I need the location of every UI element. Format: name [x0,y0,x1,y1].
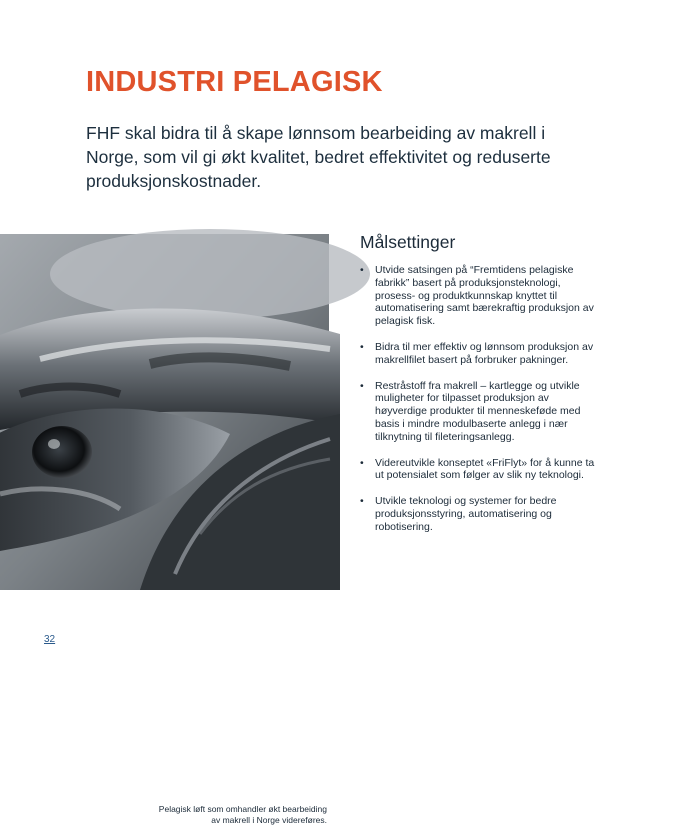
caption-line: Pelagisk løft som omhandler økt bearbeiding [158,804,327,814]
bullet-icon: • [360,379,364,392]
bullet-icon: • [360,495,364,508]
mackerel-illustration [0,234,329,590]
intro-paragraph: FHF skal bidra til å skape lønnsom bearbeiding av makrell i Norge, som vil gi økt kvalitet, bedret effektivitet og reduserte produksjonskostnader. [86,123,551,191]
bullet-icon: • [360,264,364,276]
caption-line: av makrell i Norge videreføres. [211,815,327,825]
goal-text: Utvide satsingen på “Fremtidens pelagiske fabrikk” basert på produksjonsteknologi, prosess- og produktkunnskap knyttet til automatisering samt bærekraftig produksjon av pelagisk fisk. [375,264,594,328]
goals-list [360,264,600,547]
goal-text: Videreutvikle konseptet «FriFlyt» for å kunne ta ut potensialet som følger av slik ny teknologi. [375,456,595,482]
goal-text: Bidra til mer effektiv og lønnsom produksjon av makrellfilet basert på forbruker pakninger. [375,340,594,366]
page-number-link[interactable]: 32 [44,634,56,645]
goals-heading: Målsettinger [360,232,456,252]
bullet-icon: • [360,340,364,353]
page-title: INDUSTRI PELAGISK [86,66,383,98]
bullet-icon: • [360,456,364,469]
photo-caption [135,798,329,824]
goal-text: Restråstoff fra makrell – kartlegge og utvikle muligheter for tilpasset produksjon av høyverdige produkter til menneskeføde med basis i mindre modulbaserte anlegg i nær tilknytning til fileteringsanlegg. [375,379,581,443]
goal-item [360,341,600,367]
goal-text: Utvikle teknologi og systemer for bedre produksjonsstyring, automatisering og robotisering. [375,495,557,533]
goal-item [360,457,600,483]
goal-item [360,264,600,328]
goal-item [360,495,600,533]
goal-item [360,380,600,444]
